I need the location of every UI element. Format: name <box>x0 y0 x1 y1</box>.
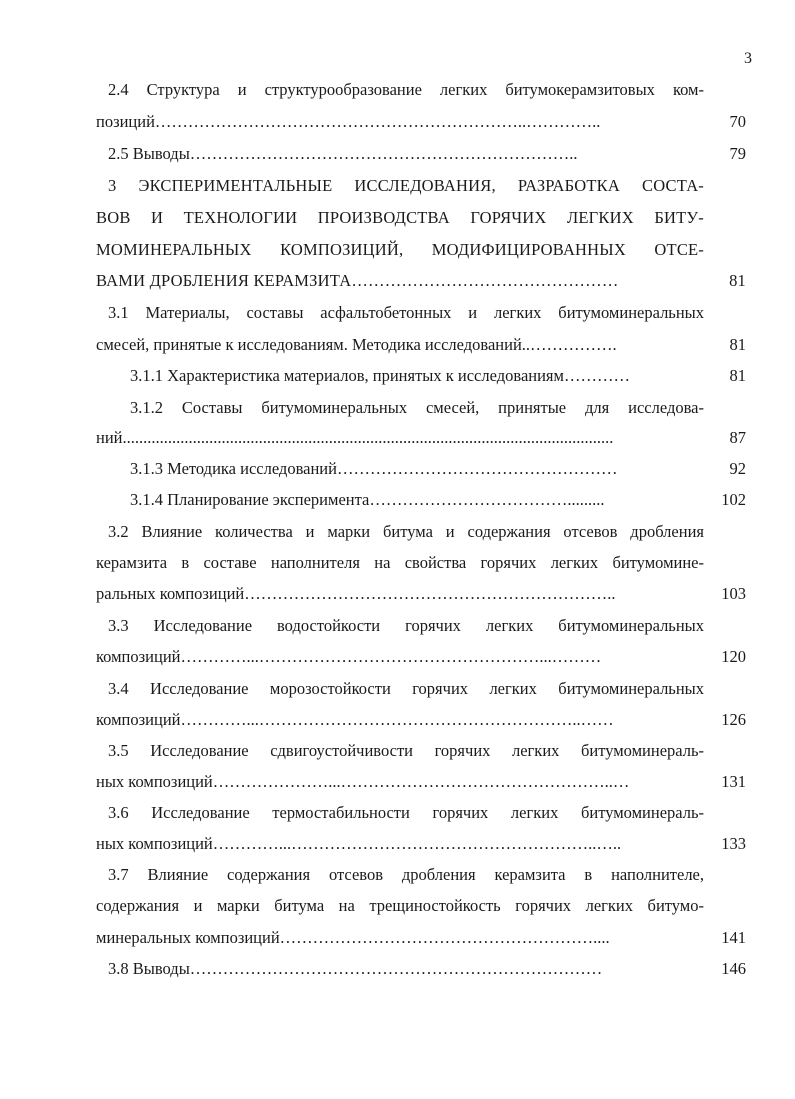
toc-entry-3-7-line1 <box>96 864 746 886</box>
toc-entry-3-1-1[interactable] <box>96 365 746 387</box>
toc-text: композиций…………...…………………………………………………..…… <box>96 710 614 729</box>
toc-page-number: 146 <box>721 959 746 978</box>
toc-entry-3-3-line2[interactable] <box>96 646 746 668</box>
toc-text: 3.1.2 Составы битумоминеральных смесей, принятые для исследова- <box>130 398 704 417</box>
toc-text: 2.5 Выводы…………………………………………………………….. <box>108 144 578 163</box>
toc-text: ральных композиций………………………………………………………….. <box>96 584 616 603</box>
toc-text: ВАМИ ДРОБЛЕНИЯ КЕРАМЗИТА………………………………………… <box>96 271 619 290</box>
toc-entry-3-1-2-line2[interactable] <box>96 427 746 449</box>
toc-text: МОМИНЕРАЛЬНЫХ КОМПОЗИЦИЙ, МОДИФИЦИРОВАННЫХ ОТСЕ- <box>96 240 704 259</box>
toc-entry-3-7-line2 <box>96 895 746 917</box>
toc-page-number: 133 <box>721 834 746 853</box>
toc-text: ных композиций…………………...…………………………………………..… <box>96 772 630 791</box>
toc-entry-3-5-line1 <box>96 740 746 762</box>
toc-text: 2.4 Структура и структурообразование легких битумокерамзитовых ком- <box>108 80 704 99</box>
toc-text: 3.2 Влияние количества и марки битума и содержания отсевов дробления <box>108 522 704 541</box>
toc-page-number: 79 <box>729 144 746 163</box>
toc-chapter-3-line1 <box>96 175 746 197</box>
toc-entry-3-2-line3[interactable] <box>96 583 746 605</box>
toc-entry-3-3-line1 <box>96 615 746 637</box>
toc-text: позиций…………………………………………………………..………….. <box>96 112 601 131</box>
toc-page-number: 92 <box>729 459 746 478</box>
toc-text: керамзита в составе наполнителя на свойства горячих легких битумомине- <box>96 553 704 572</box>
toc-entry-3-5-line2[interactable] <box>96 771 746 793</box>
toc-page-number: 141 <box>721 928 746 947</box>
toc-entry-3-7-line3[interactable] <box>96 927 746 949</box>
toc-text: 3.6 Исследование термостабильности горячих легких битумоминераль- <box>108 803 704 822</box>
toc-page-number: 102 <box>721 490 746 509</box>
toc-entry-2-4-line2[interactable] <box>96 111 746 133</box>
toc-text: 3.1.3 Методика исследований…………………………………………… <box>130 459 618 478</box>
toc-page-number: 131 <box>721 772 746 791</box>
toc-entry-3-2-line2 <box>96 552 746 574</box>
toc-entry-3-1-4[interactable] <box>96 489 746 511</box>
toc-text: 3.1 Материалы, составы асфальтобетонных и легких битумоминеральных <box>108 303 704 322</box>
toc-text: 3.8 Выводы………………………………………………………………… <box>108 959 603 978</box>
toc-entry-3-4-line2[interactable] <box>96 709 746 731</box>
toc-chapter-3-line2 <box>96 207 746 229</box>
page-number: 3 <box>744 50 752 67</box>
toc-page-number: 103 <box>721 584 746 603</box>
toc-text: 3.5 Исследование сдвигоустойчивости горячих легких битумоминераль- <box>108 741 704 760</box>
toc-entry-3-6-line1 <box>96 802 746 824</box>
toc-text: смесей, принятые к исследованиям. Методика исследований..……………. <box>96 335 617 354</box>
toc-text: ний....................................................................................................................... <box>96 428 614 447</box>
toc-entry-3-2-line1 <box>96 521 746 543</box>
toc-entry-3-1-3[interactable] <box>96 458 746 480</box>
toc-text: содержания и марки битума на трещиностойкость горячих легких битумо- <box>96 896 704 915</box>
toc-entry-3-1-line1 <box>96 302 746 324</box>
toc-page-number: 81 <box>729 335 746 354</box>
toc-entry-3-1-2-line1 <box>96 397 746 419</box>
toc-text: минеральных композиций………………………………………………….... <box>96 928 610 947</box>
toc-chapter-3-line3 <box>96 239 746 261</box>
toc-entry-2-5[interactable] <box>96 143 746 165</box>
toc-page-number: 70 <box>729 112 746 131</box>
toc-entry-3-1-line2[interactable] <box>96 334 746 356</box>
toc-text: 3.3 Исследование водостойкости горячих легких битумоминеральных <box>108 616 704 635</box>
toc-page-number: 120 <box>721 647 746 666</box>
toc-page-number: 81 <box>729 366 746 385</box>
toc-entry-3-6-line2[interactable] <box>96 833 746 855</box>
toc-entry-3-8[interactable] <box>96 958 746 980</box>
toc-entry-3-4-line1 <box>96 678 746 700</box>
toc-text: 3 ЭКСПЕРИМЕНТАЛЬНЫЕ ИССЛЕДОВАНИЯ, РАЗРАБОТКА СОСТА- <box>108 176 704 195</box>
toc-text: 3.1.1 Характеристика материалов, принятых к исследованиям………… <box>130 366 630 385</box>
toc-text: 3.7 Влияние содержания отсевов дробления керамзита в наполнителе, <box>108 865 704 884</box>
toc-text: 3.1.4 Планирование эксперимента………………………………......... <box>130 490 605 509</box>
toc-chapter-3-line4[interactable] <box>96 270 746 292</box>
toc-text: композиций…………...……………………………………………...……… <box>96 647 602 666</box>
toc-text: ВОВ И ТЕХНОЛОГИИ ПРОИЗВОДСТВА ГОРЯЧИХ ЛЕГКИХ БИТУ- <box>96 208 704 227</box>
toc-page-number: 87 <box>729 428 746 447</box>
toc-text: ных композиций…………...………………………………………………..….. <box>96 834 622 853</box>
toc-page-number: 126 <box>721 710 746 729</box>
toc-page-number: 81 <box>729 271 746 290</box>
toc-text: 3.4 Исследование морозостойкости горячих легких битумоминеральных <box>108 679 704 698</box>
toc-entry-2-4-line1 <box>96 79 746 101</box>
